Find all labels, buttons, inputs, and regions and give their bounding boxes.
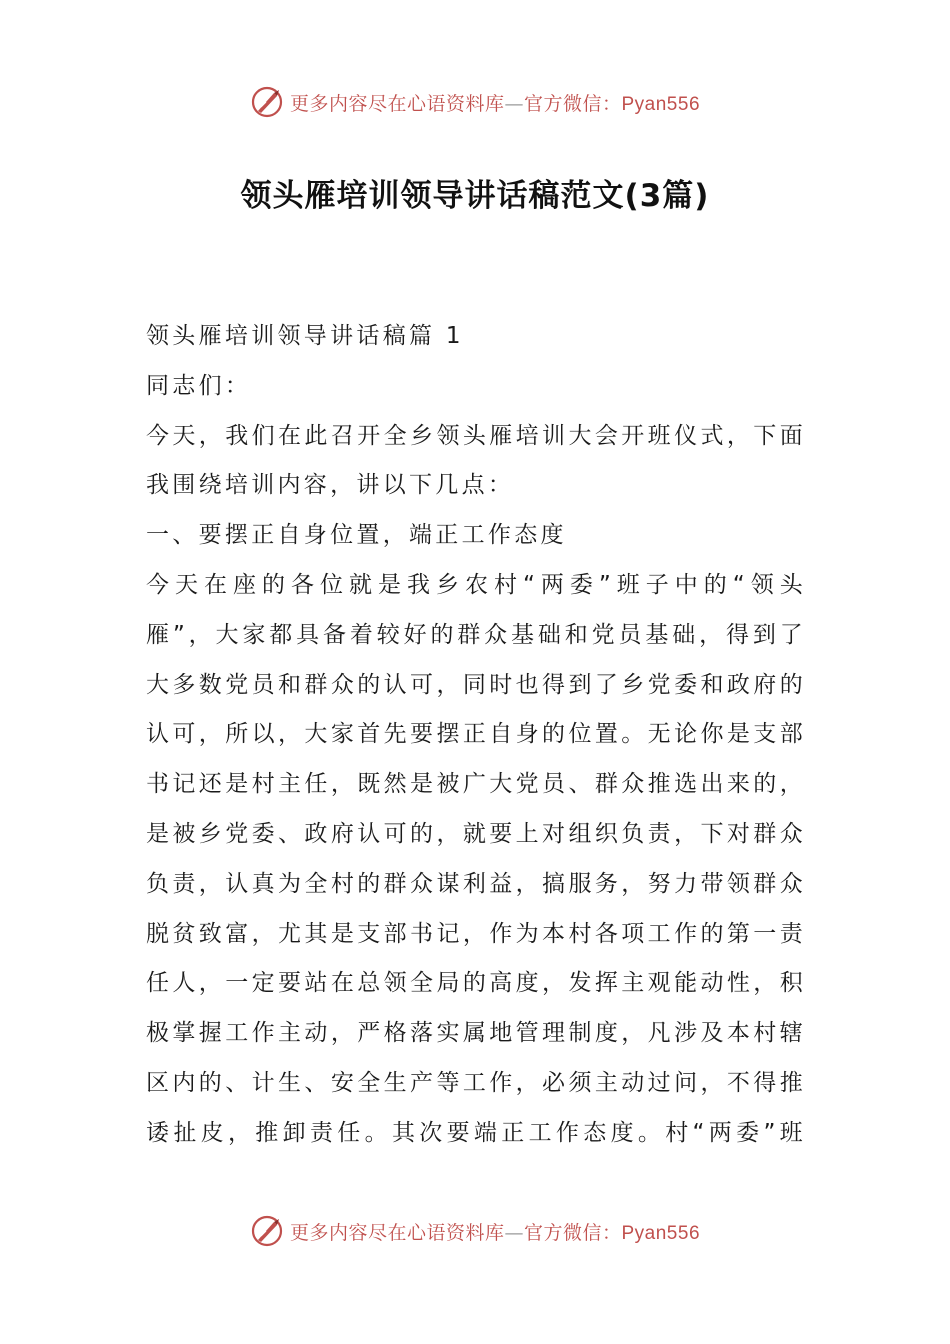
paragraph-line: 今天在座的各位就是我乡农村“两委”班子中的“领头	[146, 571, 806, 598]
quill-logo-icon	[250, 85, 284, 119]
header-watermark	[0, 82, 950, 122]
paragraph-line: 区内的、计生、安全生产等工作，必须主动过问，不得推	[146, 1069, 806, 1096]
watermark-handle: Pyan556	[621, 1222, 701, 1244]
paragraph-line: 任人，一定要站在总领全局的高度，发挥主观能动性，积	[146, 970, 806, 997]
intro-paragraph	[146, 412, 806, 512]
paragraph-line: 脱贫致富，尤其是支部书记，作为本村各项工作的第一责	[146, 920, 806, 947]
paragraph-line: 我围绕培训内容，讲以下几点：	[146, 472, 515, 499]
watermark-label: 官方微信：	[523, 1221, 622, 1244]
paragraph-line: 今天，我们在此召开全乡领头雁培训大会开班仪式，下面	[146, 422, 806, 449]
section-heading: 领头雁培训领导讲话稿篇 1	[146, 323, 464, 349]
paragraph-line: 负责，认真为全村的群众谋利益，搞服务，努力带领群众	[146, 870, 806, 897]
greeting: 同志们：	[146, 372, 252, 399]
paragraph-line: 认可，所以，大家首先要摆正自身的位置。无论你是支部	[146, 721, 806, 748]
watermark-label: 官方微信：	[523, 92, 622, 115]
paragraph-line: 诿扯皮，推卸责任。其次要端正工作态度。村“两委”班	[146, 1119, 806, 1146]
watermark-text	[290, 89, 700, 116]
paragraph-line: 书记还是村主任，既然是被广大党员、群众推选出来的，	[146, 771, 806, 798]
point-one-heading: 一、要摆正自身位置，端正工作态度	[146, 522, 567, 549]
paragraph-line: 是被乡党委、政府认可的，就要上对组织负责，下对群众	[146, 820, 806, 847]
body-paragraph	[146, 561, 806, 1159]
footer-watermark	[0, 1211, 950, 1251]
watermark-dash: —	[504, 1221, 524, 1244]
document-title: 领头雁培训领导讲话稿范文(3篇)	[240, 178, 710, 214]
watermark-main: 更多内容尽在心语资料库	[289, 1221, 505, 1244]
paragraph-line: 雁”，大家都具备着较好的群众基础和党员基础，得到了	[146, 621, 806, 648]
watermark-handle: Pyan556	[621, 93, 701, 115]
document-body	[146, 312, 806, 1159]
watermark-main: 更多内容尽在心语资料库	[289, 92, 505, 115]
paragraph-line: 极掌握工作主动，严格落实属地管理制度，凡涉及本村辖	[146, 1020, 806, 1047]
paragraph-line: 大多数党员和群众的认可，同时也得到了乡党委和政府的	[146, 671, 806, 698]
watermark-text	[290, 1218, 700, 1245]
quill-logo-icon	[250, 1214, 284, 1248]
watermark-dash: —	[504, 92, 524, 115]
